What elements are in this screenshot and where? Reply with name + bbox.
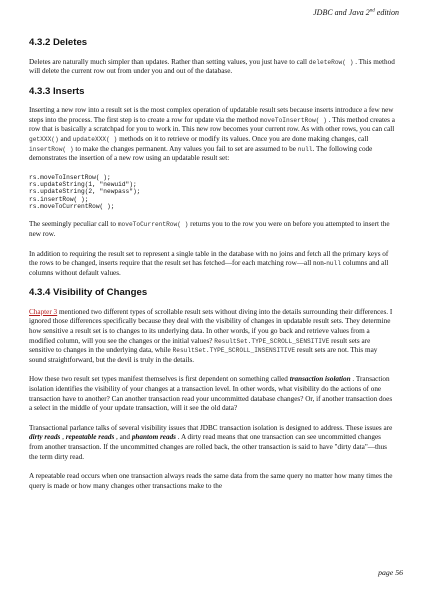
content-body: [29, 38, 395, 501]
term-phantom-reads: phantom reads: [131, 433, 176, 442]
code-type-scroll-sensitive: ResultSet.TYPE_SCROLL_SENSITIVE: [214, 337, 330, 345]
text-run: How these two result set types manifest themselves is first dependent on something called: [29, 375, 290, 384]
text-run: . This method creates a row that is basically a scratchpad for you to work in. This new row becomes your current row. As with other rows, you can call: [29, 115, 395, 134]
code-insertRow: insertRow( ): [29, 145, 74, 153]
code-moveToInsertRow: moveToInsertRow( ): [260, 116, 327, 124]
paragraph-visibility-intro: [29, 308, 395, 366]
term-transaction-isolation: transaction isolation: [289, 375, 351, 384]
text-run: Inserting a new row into a result set is the most complex operation of updatable result sets because inserts introduce a few new steps into the process. The first step is to create a row for update via the method: [29, 106, 394, 124]
paragraph-inserts-movetocurrent: [29, 220, 395, 239]
text-run: methods on it to retrieve or modify its values. Once you are done making changes, call: [117, 135, 369, 144]
header-superscript: nd: [369, 8, 375, 14]
text-run: mentioned two different types of scrollable result sets without diving into the details surrounding their differences. I ignored those differences specifically because they deal with the visibility of changes in updatable result sets. They determine how sensitive a result set is to changes to its underlying data. In other words, if you go back and retrieve values from a modified column, will you see the changes or the initial values?: [29, 307, 393, 345]
heading-deletes: 4.3.2 Deletes: [29, 37, 88, 48]
code-moveToCurrentRow: moveToCurrentRow( ): [117, 221, 189, 229]
text-run: . The following code demonstrates the insertion of a new row using an updatable result set:: [29, 144, 373, 163]
paragraph-visibility-issues: [29, 424, 395, 462]
text-run: result sets are not. This may sound straightforward, but the devil is truly in the details.: [29, 346, 378, 364]
text-run: columns and all columns without default values.: [29, 259, 389, 277]
paragraph-repeatable-read: A repeatable read occurs when one transaction always reads the same data from the same query no matter how many times the query is made or how many changes other transactions make to the: [29, 472, 393, 490]
header-edition: edition: [374, 8, 399, 17]
text-run: Deletes are naturally much simpler than updates. Rather than setting values, you just have to call: [29, 57, 309, 66]
heading-inserts: 4.3.3 Inserts: [29, 85, 85, 97]
text-run: to make the changes permanent. Any values you fail to set are assumed to be: [73, 144, 298, 153]
header-title: JDBC and Java 2: [313, 8, 370, 17]
code-block-insert-example: rs.moveToInsertRow( ); rs.updateString(1, "newuid"); rs.updateString(2, "newpass"); rs.insertRow( ); rs.moveToCurrentRow( );: [29, 173, 141, 211]
paragraph-deletes: [29, 58, 395, 77]
text-run: result sets are sensitive to changes in the underlying data, while: [29, 336, 371, 355]
heading-visibility: 4.3.4 Visibility of Changes: [29, 287, 148, 299]
chapter-3-link[interactable]: Chapter 3: [29, 307, 58, 316]
text-run: Transactional parlance talks of several visibility issues that JDBC transaction isolation is designed to address. These issues are: [29, 423, 393, 432]
code-getXXX: getXXX(): [29, 136, 59, 144]
page-number: page 56: [378, 568, 403, 577]
code-updateXXX: updateXXX( ): [72, 136, 118, 144]
paragraph-inserts-intro: [29, 106, 395, 164]
text-run: The seemingly peculiar call to: [29, 220, 118, 229]
text-run: ,: [60, 433, 66, 442]
code-null: null: [297, 145, 313, 153]
text-run: . This method will delete the current row out from under you and out of the database.: [29, 57, 395, 76]
text-run: . Transaction isolation identifies the visibility of your changes at a transaction level. In other words, what visibility do the actions of one transaction have to another? Can another transaction read your uncommitted database changes? Or, if another transaction does a select in the middle of your update transaction, will it see the old data?: [29, 375, 393, 413]
running-header: [313, 8, 399, 17]
text-run: and: [58, 135, 73, 144]
text-run: returns you to the row you were on before you attempted to insert the new row.: [29, 220, 390, 238]
code-type-scroll-insensitive: ResultSet.TYPE_SCROLL_INSENSITIVE: [172, 347, 296, 355]
paragraph-transaction-isolation: [29, 375, 395, 413]
term-dirty-reads: dirty reads: [29, 433, 61, 442]
term-repeatable-reads: repeatable reads: [65, 433, 115, 442]
code-null: null: [326, 260, 342, 268]
code-deleteRow: deleteRow( ): [308, 58, 354, 66]
text-run: . A dirty read means that one transaction can see uncommitted changes from another transaction. If the uncommitted changes are rolled back, the other transaction is said to have "dirty data"—thus the term dirty read.: [29, 433, 387, 461]
paragraph-inserts-requirements: [29, 250, 395, 279]
text-run: , and: [114, 433, 132, 442]
text-run: In addition to requiring the result set to represent a single table in the database with no joins and fetch all the primary keys of the rows to be changed, inserts require that the result set has fetched—for each matching row—all non-: [29, 249, 389, 268]
